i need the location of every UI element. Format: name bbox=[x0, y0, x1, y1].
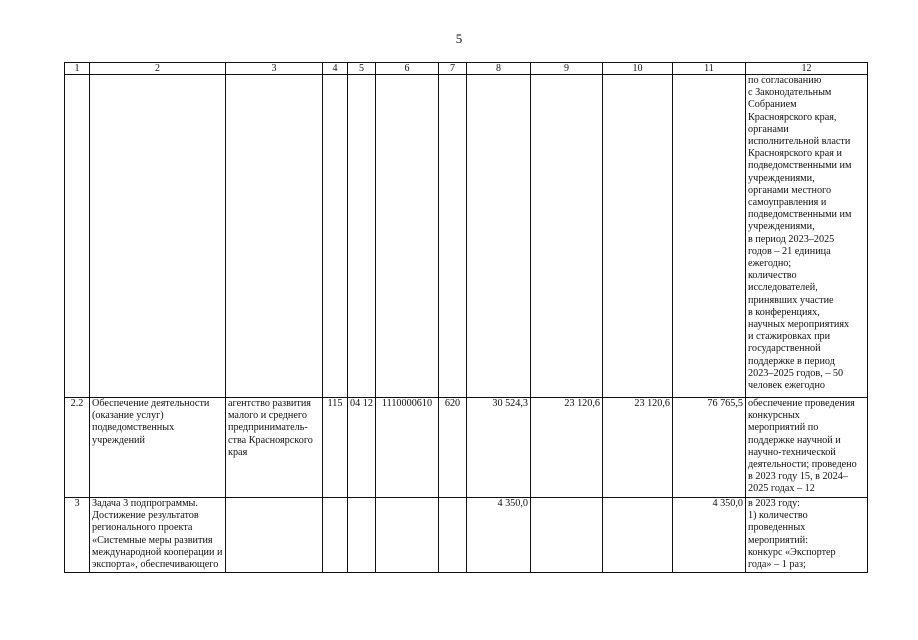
amount-total: 76 765,5 bbox=[673, 398, 746, 498]
header-cell: 1 bbox=[65, 63, 90, 75]
task-name: Задача 3 подпрограммы. Достижение результатов регионального проекта «Системные меры развития международной кооперации и экспорта», обеспечивающего bbox=[90, 498, 226, 573]
section-code: 04 12 bbox=[348, 398, 376, 498]
amount-2025: 23 120,6 bbox=[603, 398, 673, 498]
result-indicator-cell: по согласованию с Законодательным Собранием Красноярского края, органами исполнительной власти Красноярского края и подведомственными им учреждениями, органами местного самоуправления и подведомственными им учреждениями, в период 2023–2025 годов – 21 единица ежегодно; количество исследователей, принявших участие в конференциях, научных мероприятиях и стажировках при государственной поддержке в период 2023–2025 годов, – 50 человек ежегодно bbox=[746, 75, 868, 398]
page-number: 5 bbox=[455, 31, 463, 46]
header-cell: 12 bbox=[746, 63, 868, 75]
amount-2023: 4 350,0 bbox=[467, 498, 531, 573]
row-number: 3 bbox=[65, 498, 90, 573]
expected-result: в 2023 году: 1) количество проведенных мероприятий: конкурс «Экспортер года» – 1 раз; bbox=[746, 498, 868, 573]
header-row bbox=[65, 63, 868, 75]
budget-table bbox=[64, 62, 868, 573]
header-cell: 2 bbox=[90, 63, 226, 75]
table-row-continuation bbox=[65, 75, 868, 398]
activity-name: Обеспечение деятельности (оказание услуг) подведомственных учреждений bbox=[90, 398, 226, 498]
header-cell: 9 bbox=[531, 63, 603, 75]
header-cell: 3 bbox=[226, 63, 323, 75]
header-cell: 5 bbox=[348, 63, 376, 75]
expense-type-code: 620 bbox=[439, 398, 467, 498]
expected-result: обеспечение проведения конкурсных мероприятий по поддержке научной и научно-технической деятельности; проведено в 2023 году 15, в 2024– 2025 годах – 12 bbox=[746, 398, 868, 498]
header-cell: 11 bbox=[673, 63, 746, 75]
responsible-agency: агентство развития малого и среднего предприниматель- ства Красноярского края bbox=[226, 398, 323, 498]
table-row-2-2 bbox=[65, 398, 868, 498]
header-cell: 8 bbox=[467, 63, 531, 75]
header-cell: 7 bbox=[439, 63, 467, 75]
table-row-3 bbox=[65, 498, 868, 573]
amount-total: 4 350,0 bbox=[673, 498, 746, 573]
header-cell: 4 bbox=[323, 63, 348, 75]
amount-2023: 30 524,3 bbox=[467, 398, 531, 498]
header-cell: 10 bbox=[603, 63, 673, 75]
amount-2024: 23 120,6 bbox=[531, 398, 603, 498]
grbs-code: 115 bbox=[323, 398, 348, 498]
row-number: 2.2 bbox=[65, 398, 90, 498]
target-article-code: 1110000610 bbox=[376, 398, 439, 498]
header-cell: 6 bbox=[376, 63, 439, 75]
